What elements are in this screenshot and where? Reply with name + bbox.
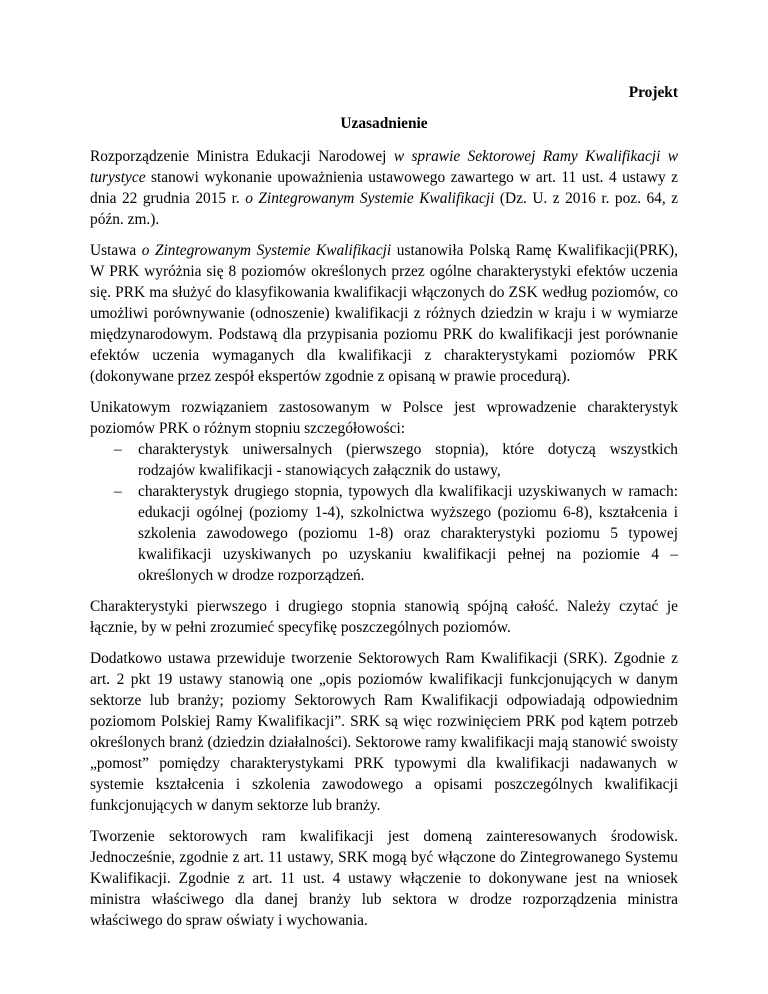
paragraph-3-intro: Unikatowym rozwiązaniem zastosowanym w Polsce jest wprowadzenie charakterystyk poziomów PRK o różnym stopniu szczegółowości: — [90, 399, 678, 437]
paragraph-5: Dodatkowo ustawa przewiduje tworzenie Sektorowych Ram Kwalifikacji (SRK). Zgodnie z art. 2 pkt 19 ustawy stanowią one „opis poziomów kwalifikacji funkcjonujących w danym sektorze lub branży; poziomy Sektorowych Ram Kwalifikacji odpowiadają odpowiednim poziomom Polskiej Ramy Kwalifikacji”. SRK są więc rozwinięciem PRK pod kątem potrzeb określonych branż (dziedzin działalności). Sektorowe ramy kwalifikacji mają stanowić swoisty „pomost” pomiędzy charakterystykami PRK typowymi dla kwalifikacji nadawanych w systemie kształcenia i szkolenia zawodowego a opisami poszczególnych kwalifikacji funkcjonujących w danym sektorze lub branży. — [90, 650, 678, 814]
paragraph-6: Tworzenie sektorowych ram kwalifikacji jest domeną zainteresowanych środowisk. Jednocześnie, zgodnie z art. 11 ustawy, SRK mogą być włączone do Zintegrowanego Systemu Kwalifikacji. Zgodnie z art. 11 ust. 4 ustawy włączenie to dokonywane jest na wniosek ministra właściwego dla danej branży lub sektora w drodze rozporządzenia ministra właściwego do spraw oświaty i wychowania. — [90, 828, 678, 929]
list-item: – charakterystyk drugiego stopnia, typowych dla kwalifikacji uzyskiwanych w ramach: edukacji ogólnej (poziomy 1-4), szkolnictwa wyższego (poziomu 6-8), kształcenia i szkolenia zawodowego (poziomu 1-8) oraz charakterystyki poziomu 5 typowej kwalifikacji uzyskiwanych po uzyskaniu kwalifikacji pełnej na poziomie 4 – określonych w drodze rozporządzeń. — [114, 483, 678, 584]
list-item: – charakterystyk uniwersalnych (pierwszego stopnia), które dotyczą wszystkich rodzajów kwalifikacji - stanowiących załącznik do ustawy, — [114, 441, 678, 479]
paragraph-4: Charakterystyki pierwszego i drugiego stopnia stanowią spójną całość. Należy czytać je łącznie, by w pełni zrozumieć specyfikę poszczególnych poziomów. — [90, 598, 678, 636]
paragraph-2: Ustawa o Zintegrowanym Systemie Kwalifikacji ustanowiła Polską Ramę Kwalifikacji(PRK), W PRK wyróżnia się 8 poziomów określonych przez ogólne charakterystyki efektów uczenia się. PRK ma służyć do klasyfikowania kwalifikacji włączonych do ZSK według poziomów, co umożliwi porównywanie (odnoszenie) kwalifikacji z różnych dziedzin w kraju i w wymiarze międzynarodowym. Podstawą dla przypisania poziomu PRK do kwalifikacji jest porównanie efektów uczenia wymaganych dla kwalifikacji z charakterystykami poziomów PRK (dokonywane przez zespół ekspertów zgodnie z opisaną w prawie procedurą). — [90, 242, 678, 385]
dash-bullet: – — [114, 441, 122, 458]
regulation-title: w sprawie Sektorowej Ramy Kwalifikacji w turystyce — [90, 148, 678, 186]
act-title: o Zintegrowanym Systemie Kwalifikacji — [141, 242, 392, 259]
paragraph-3 — [90, 397, 678, 586]
document-title: Uzasadnienie — [340, 115, 428, 132]
draft-label: Projekt — [628, 84, 678, 101]
act-title: o Zintegrowanym Systemie Kwalifikacji — [245, 190, 495, 207]
dash-list — [90, 439, 678, 586]
dash-bullet: – — [114, 483, 122, 500]
paragraph-1: Rozporządzenie Ministra Edukacji Narodowej w sprawie Sektorowej Ramy Kwalifikacji w turystyce stanowi wykonanie upoważnienia ustawowego zawartego w art. 11 ust. 4 ustawy z dnia 22 grudnia 2015 r. o Zintegrowanym Systemie Kwalifikacji (Dz. U. z 2016 r. poz. 64, z późn. zm.). — [90, 148, 679, 228]
